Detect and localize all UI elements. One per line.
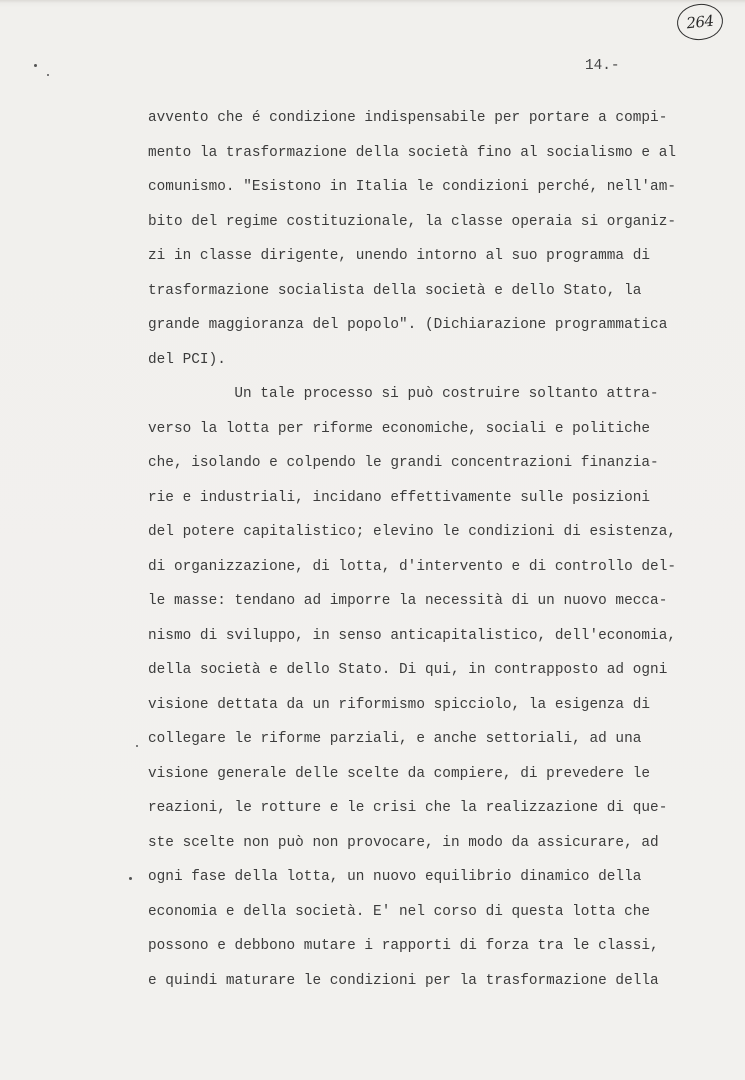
archive-number-stamp [675,2,725,43]
text-line: grande maggioranza del popolo". (Dichiarazione programmatica [148,317,668,333]
paragraph-start-line: Un tale processo si può costruire soltanto attra- [234,386,659,402]
scan-speck [47,74,49,76]
text-line: avvento che é condizione indispensabile per portare a compi- [148,110,668,126]
text-line: e quindi maturare le condizioni per la trasformazione della [148,972,659,989]
text-line: bito del regime costituzionale, la classe operaia si organiz- [148,213,677,230]
text-line: trasformazione socialista della società e dello Stato, la [148,282,642,299]
text-line: della società e dello Stato. Di qui, in contrapposto ad ogni [148,662,668,678]
text-line: mento la trasformazione della società fino al socialismo e al [148,144,677,161]
text-line: di organizzazione, di lotta, d'intervento e di controllo del- [148,558,677,575]
body-text [148,101,728,998]
text-line: reazioni, le rotture e le crisi che la realizzazione di que- [148,800,668,816]
text-line: possono e debbono mutare i rapporti di forza tra le classi, [148,938,659,954]
text-line: verso la lotta per riforme economiche, sociali e politiche [148,420,651,437]
scan-speck [136,745,138,747]
text-line: del PCI). [148,351,226,368]
text-line: visione generale delle scelte da compiere, di prevedere le [148,765,651,782]
text-line: comunismo. "Esistono in Italia le condizioni perché, nell'am- [148,179,677,195]
text-line: le masse: tendano ad imporre la necessità di un nuovo mecca- [148,593,668,609]
text-line: visione dettata da un riformismo spicciolo, la esigenza di [148,696,651,713]
archive-number: 264 [685,11,715,33]
text-line: rie e industriali, incidano effettivamente sulle posizioni [148,489,651,506]
text-line: nismo di sviluppo, in senso anticapitalistico, dell'economia, [148,627,677,644]
page-number: 14.- [585,58,620,74]
text-line: collegare le riforme parziali, e anche settoriali, ad una [148,731,642,747]
text-line: zi in classe dirigente, unendo intorno al suo programma di [148,248,651,264]
text-line: ogni fase della lotta, un nuovo equilibrio dinamico della [148,869,642,885]
scan-speck [129,877,132,880]
text-line: del potere capitalistico; elevino le condizioni di esistenza, [148,524,677,540]
text-line: ste scelte non può non provocare, in modo da assicurare, ad [148,834,659,851]
text-line: economia e della società. E' nel corso di questa lotta che [148,903,651,920]
scan-speck [34,64,37,67]
text-line: che, isolando e colpendo le grandi concentrazioni finanzia- [148,455,659,471]
